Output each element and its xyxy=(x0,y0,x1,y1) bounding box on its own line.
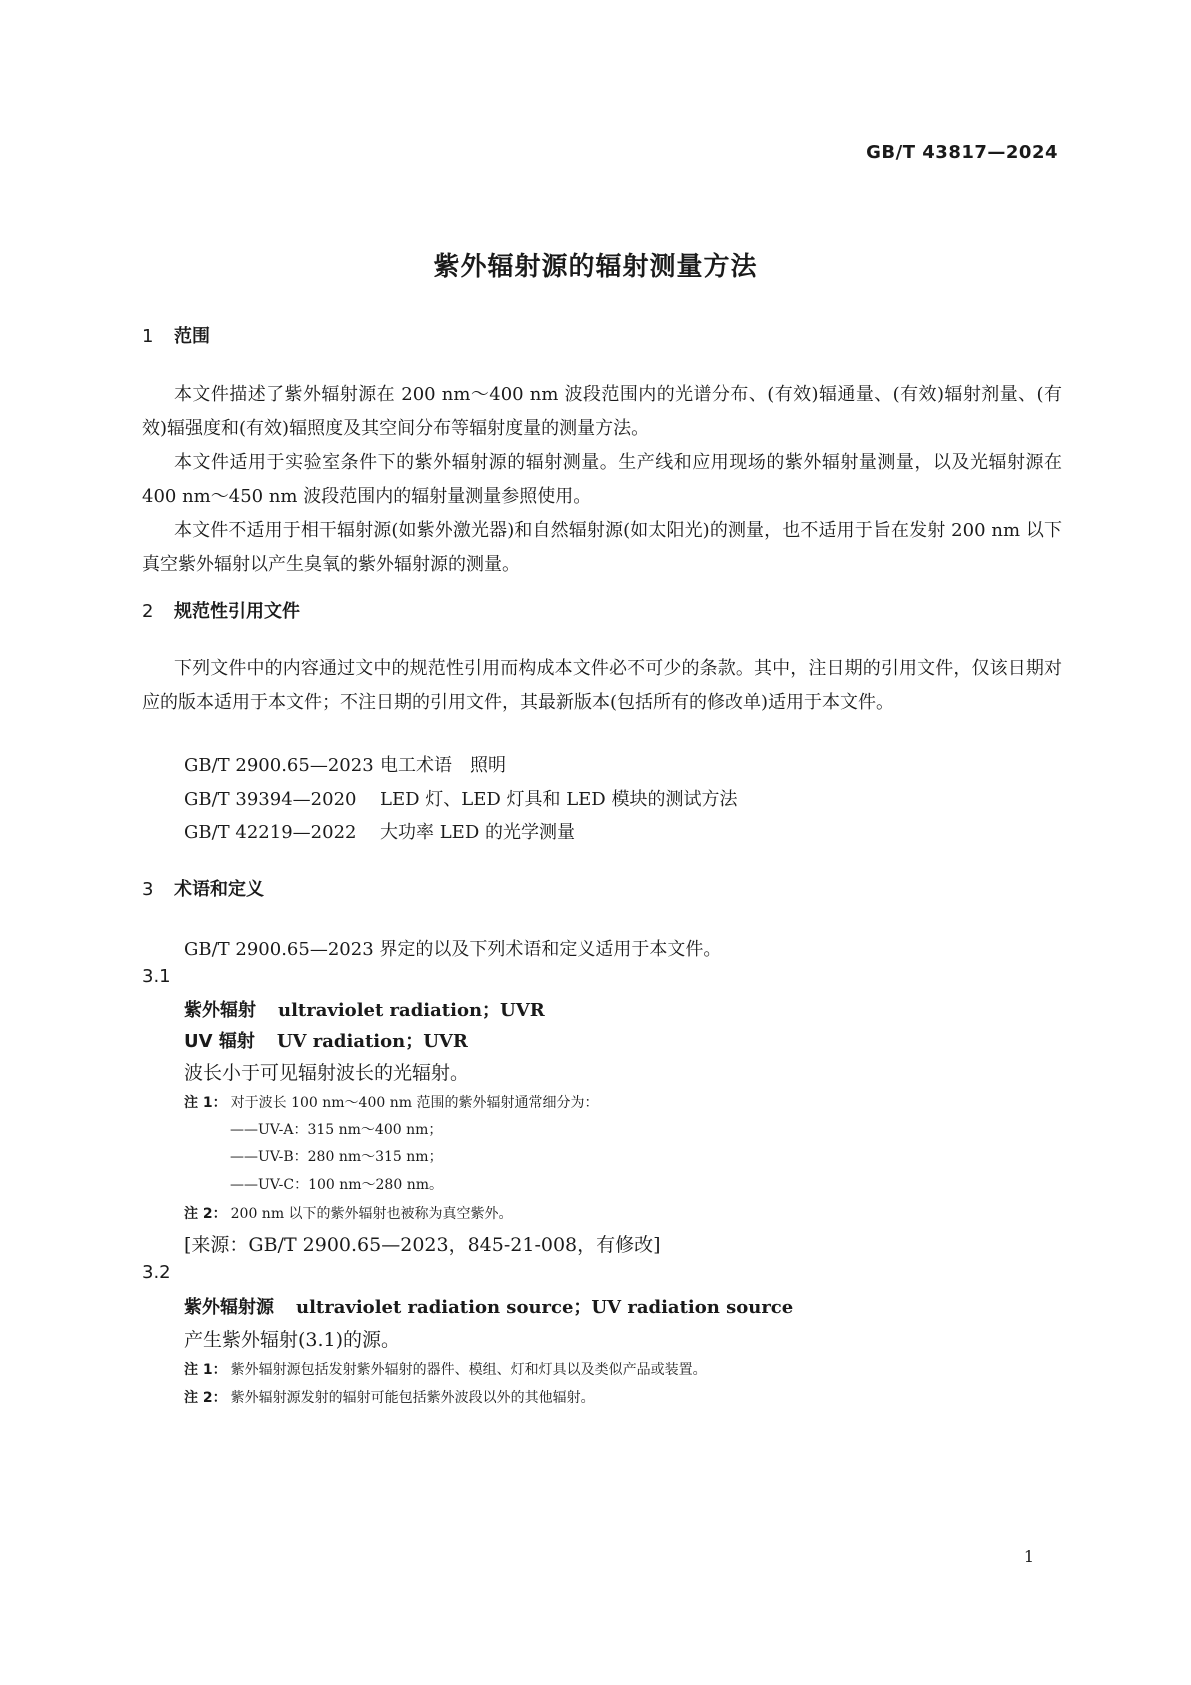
section-title: 术语和定义 xyxy=(174,879,264,900)
note-text: 紫外辐射源包括发射紫外辐射的器件、模组、灯和灯具以及类似产品或装置。 xyxy=(230,1362,707,1378)
term-chinese: 紫外辐射源 xyxy=(184,1297,274,1318)
reference-code: GB/T 39394—2020 xyxy=(184,789,357,810)
reference-code: GB/T 42219—2022 xyxy=(184,822,357,843)
section-number: 3 xyxy=(142,879,154,900)
term-entry xyxy=(184,1027,468,1053)
reference-title: 大功率 LED 的光学测量 xyxy=(380,822,575,843)
paragraph: 本文件适用于实验室条件下的紫外辐射源的辐射测量。生产线和应用现场的紫外辐射量测量，以及光辐射源在 400 nm～450 nm 波段范围内的辐射量测量参照使用。 xyxy=(142,452,1062,507)
note xyxy=(184,1387,595,1407)
section-number: 2 xyxy=(142,601,154,622)
section-1-heading xyxy=(142,322,210,348)
reference-title: LED 灯、LED 灯具和 LED 模块的测试方法 xyxy=(380,789,738,810)
section-title: 规范性引用文件 xyxy=(174,601,300,622)
section-number: 1 xyxy=(142,326,154,347)
reference-item xyxy=(184,785,737,811)
section-title: 范围 xyxy=(174,326,210,347)
paragraph: 下列文件中的内容通过文中的规范性引用而构成本文件必不可少的条款。其中，注日期的引用文件，仅该日期对应的版本适用于本文件；不注日期的引用文件，其最新版本(包括所有的修改单)适用于本文件。 xyxy=(142,658,1062,713)
note-list-item: ——UV-A：315 nm～400 nm； xyxy=(230,1122,443,1138)
note-text: 200 nm 以下的紫外辐射也被称为真空紫外。 xyxy=(230,1206,513,1222)
term-number: 3.2 xyxy=(142,1262,171,1283)
paragraph: 本文件不适用于相干辐射源(如紫外激光器)和自然辐射源(如太阳光)的测量，也不适用于旨在发射 200 nm 以下真空紫外辐射以产生臭氧的紫外辐射源的测量。 xyxy=(142,520,1062,575)
term-number: 3.1 xyxy=(142,966,171,987)
paragraph: 本文件描述了紫外辐射源在 200 nm～400 nm 波段范围内的光谱分布、(有效)辐通量、(有效)辐射剂量、(有效)辐强度和(有效)辐照度及其空间分布等辐射度量的测量方法。 xyxy=(142,384,1062,439)
page-number: 1 xyxy=(1023,1547,1034,1566)
note-label: 注 1： xyxy=(184,1095,227,1111)
note-text: 对于波长 100 nm～400 nm 范围的紫外辐射通常细分为： xyxy=(230,1095,599,1111)
term-chinese: UV 辐射 xyxy=(184,1031,255,1052)
term-definition: 产生紫外辐射(3.1)的源。 xyxy=(184,1329,401,1351)
reference-item xyxy=(184,751,506,777)
term-chinese: 紫外辐射 xyxy=(184,1000,256,1021)
note xyxy=(184,1203,513,1223)
document-title: 紫外辐射源的辐射测量方法 xyxy=(433,252,758,282)
term-entry xyxy=(184,1293,793,1319)
reference-code: GB/T 2900.65—2023 xyxy=(184,755,374,776)
term-english: UV radiation；UVR xyxy=(276,1031,468,1052)
note-text: 紫外辐射源发射的辐射可能包括紫外波段以外的其他辐射。 xyxy=(230,1390,595,1406)
note xyxy=(184,1092,598,1112)
section-3-heading xyxy=(142,875,264,901)
term-english: ultraviolet radiation；UVR xyxy=(278,1000,545,1021)
term-english: ultraviolet radiation source；UV radiation source xyxy=(296,1297,794,1318)
standard-code: GB/T 43817—2024 xyxy=(866,142,1058,163)
note-label: 注 2： xyxy=(184,1390,227,1406)
note xyxy=(184,1359,707,1379)
term-entry xyxy=(184,996,545,1022)
reference-title: 电工术语 照明 xyxy=(380,755,506,776)
section-2-heading xyxy=(142,597,300,623)
term-source: [来源：GB/T 2900.65—2023，845-21-008，有修改] xyxy=(184,1234,661,1256)
note-list-item: ——UV-C：100 nm～280 nm。 xyxy=(230,1177,443,1193)
reference-item xyxy=(184,818,575,844)
note-list-item: ——UV-B：280 nm～315 nm； xyxy=(230,1149,443,1165)
note-label: 注 2： xyxy=(184,1206,227,1222)
term-definition: 波长小于可见辐射波长的光辐射。 xyxy=(184,1062,470,1084)
paragraph: GB/T 2900.65—2023 界定的以及下列术语和定义适用于本文件。 xyxy=(184,939,722,960)
note-label: 注 1： xyxy=(184,1362,227,1378)
